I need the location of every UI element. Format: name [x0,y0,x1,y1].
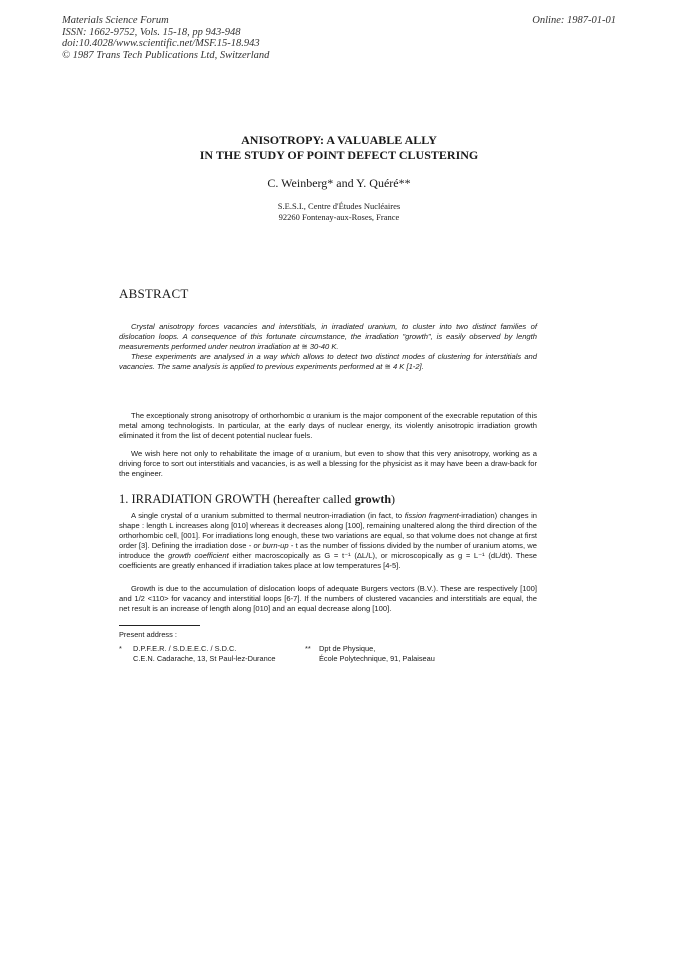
footnote-2-mark: ** [305,644,311,653]
abstract-body [119,322,537,372]
section-number: 1. [119,492,129,506]
footnote-2-line-2: École Polytechnique, 91, Palaiseau [319,653,435,663]
present-address-heading: Present address : [119,630,177,639]
section-title: IRRADIATION GROWTH [131,492,271,506]
affiliation [0,201,678,222]
online-date: Online: 1987-01-01 [532,15,616,26]
issn-line: ISSN: 1662-9752, Vols. 15-18, pp 943-948 [62,26,241,38]
footnote-1-mark: * [119,644,122,653]
p1-italic-2: or burn-up [253,541,289,550]
title-line-1: ANISOTROPY: A VALUABLE ALLY [241,133,437,147]
intro-paragraph-2 [119,449,537,479]
footnote-1-line-1: D.P.F.E.R. / S.D.E.E.C. / S.D.C. [133,644,237,653]
affiliation-line-2: 92260 Fontenay-aux-Roses, France [278,211,400,222]
section-1-paragraph-2-text: Growth is due to the accumulation of dislocation loops of adequate Burgers vectors (B.V.). These are respectively [100] and 1/2 <110> for vacancy and interstitial loops [6-7]. If the numbers of clustered vacancies and interstitials are equal, the net result is an increase of length along [010] and an equal decrease along [100]. [119,584,537,613]
section-1-paragraph-1 [119,511,537,571]
abstract-paragraph-1: Crystal anisotropy forces vacancies and interstitials, in irradiated uranium, to cluster into two distinct families of dislocation loops. A consequence of this fortunate circumstance, the irradiation "growth", is easily observed by length measurements performed under neutron irradiation at ≅ 30-40 K. [119,322,537,351]
title-line-2: IN THE STUDY OF POINT DEFECT CLUSTERING [199,148,479,162]
section-note-prefix: (hereafter called [273,492,352,506]
journal-name: Materials Science Forum [62,15,169,26]
section-note-bold: growth [354,492,392,506]
intro-paragraph-2-text: We wish here not only to rehabilitate the image of α uranium, but even to show that this very anisotropy, working as a driving force to sort out interstitials and vacancies, is as well a blessing for the physicist as it may have been a draw-back for the engineer. [119,449,537,478]
p1-part-a: A single crystal of α uranium submitted to thermal neutron-irradiation (in fact, to [131,511,403,520]
p1-italic-1: fission fragment [404,511,459,520]
abstract-paragraph-2: These experiments are analysed in a way which allows to detect two distinct modes of clustering for interstitials and vacancies. The same analysis is applied to previous experiments performed at ≅ 4 K [1-2]. [119,352,537,371]
section-1-heading [119,492,395,507]
footnote-1 [119,644,276,663]
copyright-line: © 1987 Trans Tech Publications Ltd, Switzerland [62,49,270,61]
authors: C. Weinberg* and Y. Quéré** [267,176,411,190]
doi-line: doi:10.4028/www.scientific.net/MSF.15-18.943 [62,38,260,49]
footnote-rule [119,625,200,626]
affiliation-line-1: S.E.S.I., Centre d'Études Nucléaires [277,201,401,211]
intro-paragraph-1 [119,411,537,441]
abstract-heading: ABSTRACT [119,286,189,301]
section-note-suffix: ) [391,492,396,506]
p1-part-b: -irradiation) changes in shape : length L increases along [010] whereas it decreases along [100], remaining unaltered along the third direction of the orthorhombic cell, [001]. For irradiations long enough, these two variations are equal, so that volume does not change at first order [3]. Defining the irradiation dose - [119,511,537,550]
p1-part-c: - t as the number of fissions divided by the number of uranium atoms, we introduce the [119,541,537,560]
footnote-2-line-1: Dpt de Physique, [319,644,376,653]
footnote-2 [305,644,435,663]
section-1-paragraph-1-text [119,511,537,571]
p1-italic-3: growth coefficient [168,551,229,560]
p1-part-d: either macroscopically as G = t⁻¹ (ΔL/L), or microscopically as g = L⁻¹ (dL/dt). These coefficients are greatly enhanced if irradiation takes place at low temperatures [4-5]. [119,551,537,570]
journal-header [62,15,269,61]
intro-paragraph-1-text: The exceptionaly strong anisotropy of orthorhombic α uranium is the major component of the execrable reputation of this metal among technologists. In particular, at the early days of nuclear energy, its violently anisotropic irradiation growth eliminated it from the list of decent potential nuclear fuels. [119,411,537,440]
section-1-paragraph-2 [119,584,537,614]
footnote-1-line-2: C.E.N. Cadarache, 13, St Paul-lez-Durance [133,653,276,663]
paper-title [0,133,678,163]
